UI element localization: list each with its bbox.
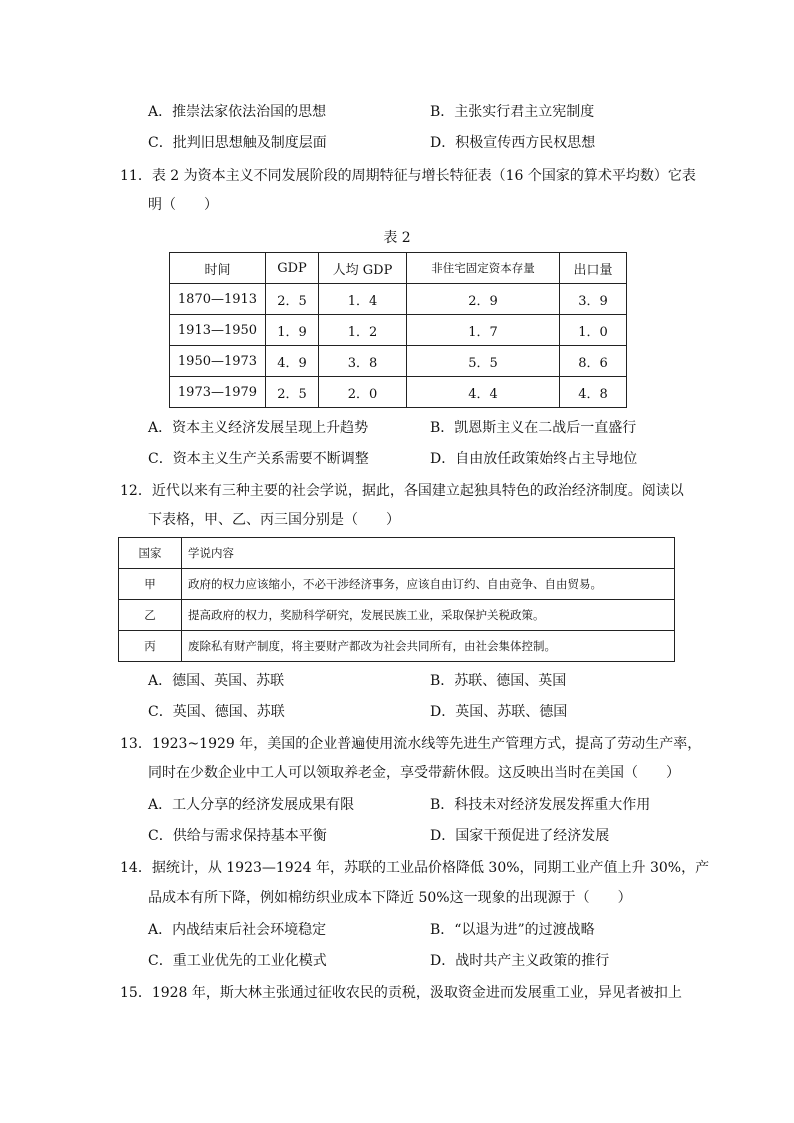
q10-option-a: A．推崇法家依法治国的思想 [148,104,327,120]
table3-header: 学说内容 [182,538,675,569]
q12-stem-line1: 12．近代以来有三种主要的社会学说，据此，各国建立起独具特色的政治经济制度。阅读以 [120,483,684,499]
table2-cell: 1．4 [319,284,407,315]
q11-option-a: A．资本主义经济发展呈现上升趋势 [148,420,369,436]
table2-cell: 1950—1973 [170,346,266,377]
table-row [170,377,627,408]
q11-option-b: B．凯恩斯主义在二战后一直盛行 [430,420,637,436]
table2-header: 时间 [170,253,266,284]
q15-stem-line1: 15．1928 年，斯大林主张通过征收农民的贡税，汲取资金进而发展重工业，异见者被扣上 [120,985,682,1001]
q13-stem-line1: 13．1923~1929 年，美国的企业普遍使用流水线等先进生产管理方式，提高了劳动生产率， [120,736,702,752]
q11-option-c: C．资本主义生产关系需要不断调整 [148,451,369,467]
table2-header: 出口量 [560,253,627,284]
table2-cell: 2．9 [407,284,560,315]
table2-cell: 4．4 [407,377,560,408]
q10-option-b: B．主张实行君主立宪制度 [430,104,595,120]
table-row [170,346,627,377]
table2-header: GDP [266,253,319,284]
q12-option-c: C．英国、德国、苏联 [148,704,285,720]
table3-header-row [119,538,675,569]
table-row [119,631,675,662]
table-doctrines [118,537,675,662]
table2-cell: 5．5 [407,346,560,377]
q10-option-c: C．批判旧思想触及制度层面 [148,135,327,151]
table2-cell: 4．8 [560,377,627,408]
table2-cell: 1973—1979 [170,377,266,408]
table3-doctrine: 提高政府的权力，奖励科学研究，发展民族工业，采取保护关税政策。 [182,600,675,631]
table-row [119,600,675,631]
q12-stem-line2: 下表格，甲、乙、丙三国分别是（ ） [148,512,400,528]
table2-cell: 3．8 [319,346,407,377]
table2-header-row [170,253,627,284]
table2-cell: 8．6 [560,346,627,377]
table2-header: 人均 GDP [319,253,407,284]
table3-header: 国家 [119,538,182,569]
table2-cell: 2．0 [319,377,407,408]
table2-cell: 1．9 [266,315,319,346]
table2-cell: 1．0 [560,315,627,346]
q14-option-b: B．“以退为进”的过渡战略 [430,922,595,938]
table3-country: 丙 [119,631,182,662]
table2-cell: 1．7 [407,315,560,346]
table-row [119,569,675,600]
q12-option-d: D．英国、苏联、德国 [430,704,568,720]
table2-cell: 1913—1950 [170,315,266,346]
q13-option-c: C．供给与需求保持基本平衡 [148,828,327,844]
q14-option-c: C．重工业优先的工业化模式 [148,953,327,969]
q12-option-a: A．德国、英国、苏联 [148,673,285,689]
table-2 [169,252,627,408]
q12-option-b: B．苏联、德国、英国 [430,673,567,689]
q14-stem-line1: 14．据统计，从 1923—1924 年，苏联的工业品价格降低 30%，同期工业产值上升 30%，产 [120,860,710,876]
table3-country: 乙 [119,600,182,631]
table2-cell: 1870—1913 [170,284,266,315]
table2-header: 非住宅固定资本存量 [407,253,560,284]
table3-doctrine: 政府的权力应该缩小，不必干涉经济事务，应该自由订约、自由竞争、自由贸易。 [182,569,675,600]
table3-doctrine: 废除私有财产制度，将主要财产都改为社会共同所有，由社会集体控制。 [182,631,675,662]
q13-option-d: D．国家干预促进了经济发展 [430,828,610,844]
q13-option-b: B．科技未对经济发展发挥重大作用 [430,797,651,813]
table2-cell: 1．2 [319,315,407,346]
q14-option-a: A．内战结束后社会环境稳定 [148,922,327,938]
table2-cell: 3．9 [560,284,627,315]
table-row [170,315,627,346]
q11-stem-line1: 11．表 2 为资本主义不同发展阶段的周期特征与增长特征表（16 个国家的算术平均数）它表 [120,168,696,184]
q14-stem-line2: 品成本有所下降，例如棉纺织业成本下降近 50%这一现象的出现源于（ ） [148,890,632,906]
table2-cell: 2．5 [266,284,319,315]
q14-option-d: D．战时共产主义政策的推行 [430,953,610,969]
table3-country: 甲 [119,569,182,600]
table-row [170,284,627,315]
q13-option-a: A．工人分享的经济发展成果有限 [148,797,355,813]
table2-cell: 2．5 [266,377,319,408]
q11-stem-line2: 明（ ） [148,197,218,213]
q11-option-d: D．自由放任政策始终占主导地位 [430,451,638,467]
table2-caption: 表 2 [383,230,411,246]
q13-stem-line2: 同时在少数企业中工人可以领取养老金，享受带薪休假。这反映出当时在美国（ ） [148,765,680,781]
q10-option-d: D．积极宣传西方民权思想 [430,135,596,151]
table2-cell: 4．9 [266,346,319,377]
